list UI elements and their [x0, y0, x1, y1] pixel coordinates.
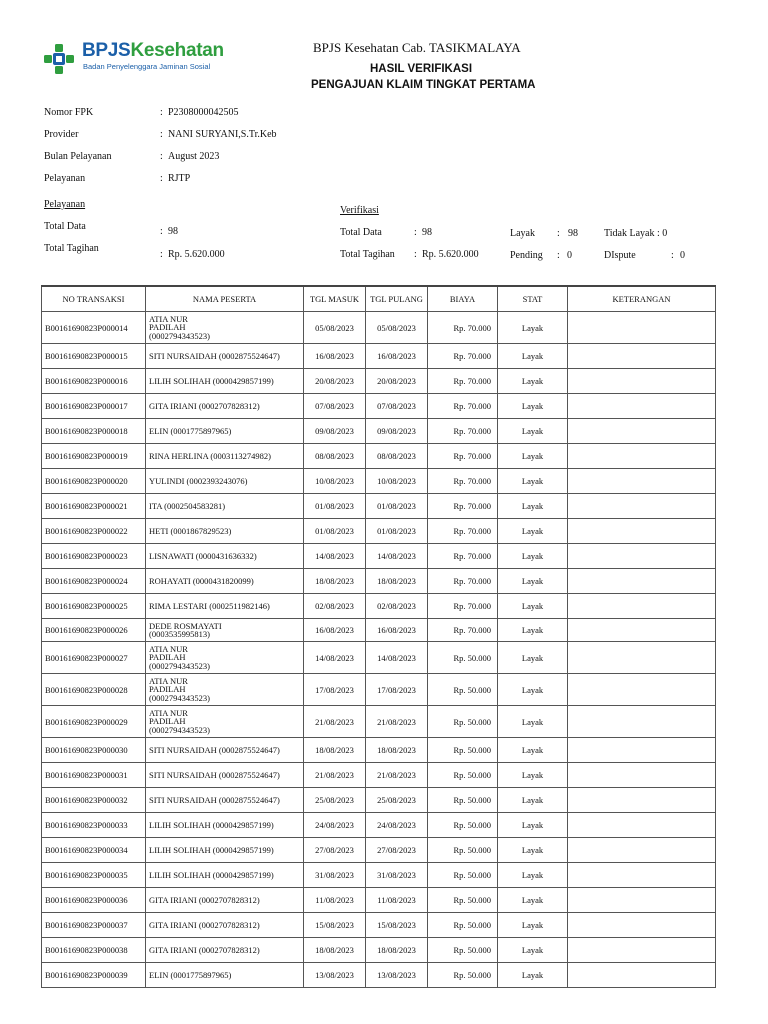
nama-peserta-cell: ROHAYATI (0000431820099) — [146, 569, 304, 594]
stat-cell: Layak — [498, 913, 568, 938]
no-transaksi-cell: B00161690823P000019 — [42, 444, 146, 469]
table-row — [42, 394, 716, 419]
stat-cell: Layak — [498, 938, 568, 963]
nomor-fpk-value: P2308000042505 — [168, 107, 239, 118]
biaya-cell: Rp. 50.000 — [428, 813, 498, 838]
table-row — [42, 813, 716, 838]
no-transaksi-cell: B00161690823P000039 — [42, 963, 146, 988]
info-colon: : — [160, 107, 163, 118]
keterangan-cell — [568, 863, 716, 888]
table-row — [42, 888, 716, 913]
document-subtitle: PENGAJUAN KLAIM TINGKAT PERTAMA — [311, 79, 536, 91]
table-row — [42, 913, 716, 938]
verifikasi-total-tagihan-label: Total Tagihan — [340, 249, 395, 260]
stat-cell: Layak — [498, 312, 568, 344]
nama-peserta-cell: ATIA NUR PADILAH (0002794343523) — [146, 706, 304, 738]
verifikasi-total-data-value: 98 — [422, 227, 432, 238]
info-colon: : — [414, 227, 417, 238]
keterangan-cell — [568, 788, 716, 813]
tgl-pulang-cell: 18/08/2023 — [366, 738, 428, 763]
table-row — [42, 763, 716, 788]
pelayanan-heading: Pelayanan — [44, 199, 86, 210]
tgl-pulang-cell: 09/08/2023 — [366, 419, 428, 444]
no-transaksi-cell: B00161690823P000032 — [42, 788, 146, 813]
tgl-pulang-cell: 16/08/2023 — [366, 619, 428, 642]
tgl-pulang-cell: 15/08/2023 — [366, 913, 428, 938]
tgl-masuk-cell: 10/08/2023 — [304, 469, 366, 494]
no-transaksi-cell: B00161690823P000020 — [42, 469, 146, 494]
table-row — [42, 938, 716, 963]
tgl-masuk-cell: 14/08/2023 — [304, 544, 366, 569]
biaya-cell: Rp. 70.000 — [428, 519, 498, 544]
table-row — [42, 706, 716, 738]
keterangan-cell — [568, 674, 716, 706]
header-biaya: BIAYA — [428, 286, 498, 312]
tgl-masuk-cell: 18/08/2023 — [304, 738, 366, 763]
info-colon: : — [671, 250, 674, 261]
stat-cell: Layak — [498, 444, 568, 469]
nama-peserta-cell: DEDE ROSMAYATI (0003535995813) — [146, 619, 304, 642]
bpjs-logo — [42, 40, 224, 74]
nama-peserta-cell: SITI NURSAIDAH (0002875524647) — [146, 788, 304, 813]
nama-peserta-cell: ATIA NUR PADILAH (0002794343523) — [146, 312, 304, 344]
pelayanan-label: Pelayanan — [44, 173, 86, 184]
nama-peserta-cell: LILIH SOLIHAH (0000429857199) — [146, 813, 304, 838]
table-header-row — [42, 286, 716, 312]
no-transaksi-cell: B00161690823P000034 — [42, 838, 146, 863]
tgl-pulang-cell: 31/08/2023 — [366, 863, 428, 888]
keterangan-cell — [568, 963, 716, 988]
biaya-cell: Rp. 70.000 — [428, 544, 498, 569]
nama-peserta-cell: RIMA LESTARI (0002511982146) — [146, 594, 304, 619]
bulan-pelayanan-label: Bulan Pelayanan — [44, 151, 112, 162]
stat-cell: Layak — [498, 569, 568, 594]
nama-peserta-cell: SITI NURSAIDAH (0002875524647) — [146, 738, 304, 763]
no-transaksi-cell: B00161690823P000018 — [42, 419, 146, 444]
stat-cell: Layak — [498, 594, 568, 619]
keterangan-cell — [568, 344, 716, 369]
tgl-masuk-cell: 13/08/2023 — [304, 963, 366, 988]
biaya-cell: Rp. 50.000 — [428, 706, 498, 738]
table-row — [42, 444, 716, 469]
table-row — [42, 674, 716, 706]
nama-peserta-cell: LISNAWATI (0000431636332) — [146, 544, 304, 569]
nama-peserta-cell: SITI NURSAIDAH (0002875524647) — [146, 344, 304, 369]
dispute-label: DIspute — [604, 250, 636, 261]
header-nama-peserta: NAMA PESERTA — [146, 286, 304, 312]
biaya-cell: Rp. 50.000 — [428, 838, 498, 863]
tgl-masuk-cell: 07/08/2023 — [304, 394, 366, 419]
tgl-masuk-cell: 08/08/2023 — [304, 444, 366, 469]
biaya-cell: Rp. 50.000 — [428, 963, 498, 988]
tgl-pulang-cell: 18/08/2023 — [366, 938, 428, 963]
stat-cell: Layak — [498, 469, 568, 494]
keterangan-cell — [568, 938, 716, 963]
stat-cell: Layak — [498, 838, 568, 863]
tgl-masuk-cell: 25/08/2023 — [304, 788, 366, 813]
table-row — [42, 544, 716, 569]
nama-peserta-cell: GITA IRIANI (0002707828312) — [146, 394, 304, 419]
no-transaksi-cell: B00161690823P000028 — [42, 674, 146, 706]
biaya-cell: Rp. 70.000 — [428, 494, 498, 519]
nama-peserta-cell: ELIN (0001775897965) — [146, 963, 304, 988]
tgl-masuk-cell: 21/08/2023 — [304, 763, 366, 788]
provider-label: Provider — [44, 129, 79, 140]
nama-peserta-cell: LILIH SOLIHAH (0000429857199) — [146, 863, 304, 888]
tgl-pulang-cell: 21/08/2023 — [366, 763, 428, 788]
pending-value: 0 — [567, 250, 572, 261]
tgl-masuk-cell: 05/08/2023 — [304, 312, 366, 344]
tgl-masuk-cell: 15/08/2023 — [304, 913, 366, 938]
tgl-pulang-cell: 25/08/2023 — [366, 788, 428, 813]
keterangan-cell — [568, 642, 716, 674]
keterangan-cell — [568, 519, 716, 544]
stat-cell: Layak — [498, 419, 568, 444]
tgl-masuk-cell: 01/08/2023 — [304, 519, 366, 544]
biaya-cell: Rp. 70.000 — [428, 419, 498, 444]
info-colon: : — [160, 129, 163, 140]
bulan-pelayanan-value: August 2023 — [168, 151, 220, 162]
nama-peserta-cell: HETI (0001867829523) — [146, 519, 304, 544]
table-row — [42, 469, 716, 494]
tgl-pulang-cell: 27/08/2023 — [366, 838, 428, 863]
table-row — [42, 494, 716, 519]
layak-label: Layak — [510, 228, 535, 239]
table-row — [42, 619, 716, 642]
tgl-masuk-cell: 09/08/2023 — [304, 419, 366, 444]
stat-cell: Layak — [498, 674, 568, 706]
keterangan-cell — [568, 544, 716, 569]
tgl-pulang-cell: 08/08/2023 — [366, 444, 428, 469]
no-transaksi-cell: B00161690823P000023 — [42, 544, 146, 569]
total-tagihan-label: Total Tagihan — [44, 243, 99, 254]
info-colon: : — [414, 249, 417, 260]
tgl-masuk-cell: 01/08/2023 — [304, 494, 366, 519]
stat-cell: Layak — [498, 888, 568, 913]
keterangan-cell — [568, 394, 716, 419]
info-colon: : — [557, 228, 560, 239]
info-colon: : — [160, 226, 163, 237]
biaya-cell: Rp. 70.000 — [428, 344, 498, 369]
stat-cell: Layak — [498, 813, 568, 838]
tidak-layak-label: Tidak Layak : 0 — [604, 228, 668, 239]
stat-cell: Layak — [498, 344, 568, 369]
keterangan-cell — [568, 763, 716, 788]
biaya-cell: Rp. 70.000 — [428, 594, 498, 619]
nama-peserta-cell: LILIH SOLIHAH (0000429857199) — [146, 838, 304, 863]
tgl-masuk-cell: 18/08/2023 — [304, 569, 366, 594]
keterangan-cell — [568, 444, 716, 469]
nomor-fpk-label: Nomor FPK — [44, 107, 94, 118]
tgl-pulang-cell: 01/08/2023 — [366, 494, 428, 519]
nama-peserta-cell: LILIH SOLIHAH (0000429857199) — [146, 369, 304, 394]
nama-peserta-cell: ATIA NUR PADILAH (0002794343523) — [146, 674, 304, 706]
biaya-cell: Rp. 50.000 — [428, 913, 498, 938]
keterangan-cell — [568, 913, 716, 938]
branch-office: BPJS Kesehatan Cab. TASIKMALAYA — [313, 40, 521, 55]
no-transaksi-cell: B00161690823P000035 — [42, 863, 146, 888]
tgl-pulang-cell: 01/08/2023 — [366, 519, 428, 544]
tgl-pulang-cell: 21/08/2023 — [366, 706, 428, 738]
table-row — [42, 369, 716, 394]
total-data-value: 98 — [168, 226, 178, 237]
header-keterangan: KETERANGAN — [568, 286, 716, 312]
stat-cell: Layak — [498, 642, 568, 674]
table-row — [42, 344, 716, 369]
provider-value: NANI SURYANI,S.Tr.Keb — [168, 129, 277, 140]
no-transaksi-cell: B00161690823P000031 — [42, 763, 146, 788]
table-row — [42, 788, 716, 813]
biaya-cell: Rp. 50.000 — [428, 888, 498, 913]
stat-cell: Layak — [498, 788, 568, 813]
tgl-pulang-cell: 14/08/2023 — [366, 642, 428, 674]
verifikasi-heading: Verifikasi — [340, 205, 379, 216]
info-colon: : — [160, 151, 163, 162]
verifikasi-total-tagihan-value: Rp. 5.620.000 — [422, 249, 479, 260]
keterangan-cell — [568, 738, 716, 763]
biaya-cell: Rp. 70.000 — [428, 569, 498, 594]
stat-cell: Layak — [498, 369, 568, 394]
nama-peserta-cell: ATIA NUR PADILAH (0002794343523) — [146, 642, 304, 674]
tgl-pulang-cell: 14/08/2023 — [366, 544, 428, 569]
tgl-pulang-cell: 10/08/2023 — [366, 469, 428, 494]
bpjs-emblem-icon — [42, 42, 76, 76]
table-row — [42, 838, 716, 863]
info-colon: : — [160, 249, 163, 260]
nama-peserta-cell: GITA IRIANI (0002707828312) — [146, 888, 304, 913]
keterangan-cell — [568, 494, 716, 519]
header-stat: STAT — [498, 286, 568, 312]
info-colon: : — [557, 250, 560, 261]
keterangan-cell — [568, 594, 716, 619]
no-transaksi-cell: B00161690823P000025 — [42, 594, 146, 619]
keterangan-cell — [568, 569, 716, 594]
no-transaksi-cell: B00161690823P000036 — [42, 888, 146, 913]
biaya-cell: Rp. 50.000 — [428, 738, 498, 763]
claims-table — [41, 285, 716, 988]
layak-value: 98 — [568, 228, 578, 239]
table-row — [42, 738, 716, 763]
no-transaksi-cell: B00161690823P000014 — [42, 312, 146, 344]
nama-peserta-cell: GITA IRIANI (0002707828312) — [146, 938, 304, 963]
stat-cell: Layak — [498, 519, 568, 544]
keterangan-cell — [568, 888, 716, 913]
stat-cell: Layak — [498, 619, 568, 642]
logo-wordmark: BPJSKesehatan — [82, 40, 224, 61]
stat-cell: Layak — [498, 738, 568, 763]
nama-peserta-cell: ELIN (0001775897965) — [146, 419, 304, 444]
keterangan-cell — [568, 706, 716, 738]
tgl-masuk-cell: 31/08/2023 — [304, 863, 366, 888]
tgl-pulang-cell: 13/08/2023 — [366, 963, 428, 988]
claims-table-body — [42, 312, 716, 988]
info-colon: : — [160, 173, 163, 184]
tgl-pulang-cell: 02/08/2023 — [366, 594, 428, 619]
biaya-cell: Rp. 50.000 — [428, 642, 498, 674]
keterangan-cell — [568, 619, 716, 642]
table-row — [42, 519, 716, 544]
no-transaksi-cell: B00161690823P000017 — [42, 394, 146, 419]
biaya-cell: Rp. 70.000 — [428, 394, 498, 419]
total-tagihan-value: Rp. 5.620.000 — [168, 249, 225, 260]
table-row — [42, 963, 716, 988]
no-transaksi-cell: B00161690823P000016 — [42, 369, 146, 394]
tgl-masuk-cell: 27/08/2023 — [304, 838, 366, 863]
tgl-masuk-cell: 02/08/2023 — [304, 594, 366, 619]
table-row — [42, 594, 716, 619]
nama-peserta-cell: SITI NURSAIDAH (0002875524647) — [146, 763, 304, 788]
no-transaksi-cell: B00161690823P000037 — [42, 913, 146, 938]
header-tgl-pulang: TGL PULANG — [366, 286, 428, 312]
tgl-masuk-cell: 20/08/2023 — [304, 369, 366, 394]
biaya-cell: Rp. 70.000 — [428, 312, 498, 344]
no-transaksi-cell: B00161690823P000026 — [42, 619, 146, 642]
tgl-masuk-cell: 16/08/2023 — [304, 344, 366, 369]
tgl-masuk-cell: 14/08/2023 — [304, 642, 366, 674]
no-transaksi-cell: B00161690823P000024 — [42, 569, 146, 594]
keterangan-cell — [568, 469, 716, 494]
tgl-pulang-cell: 11/08/2023 — [366, 888, 428, 913]
table-row — [42, 312, 716, 344]
no-transaksi-cell: B00161690823P000038 — [42, 938, 146, 963]
dispute-value: 0 — [680, 250, 685, 261]
biaya-cell: Rp. 70.000 — [428, 369, 498, 394]
tgl-pulang-cell: 24/08/2023 — [366, 813, 428, 838]
document-title: HASIL VERIFIKASI — [370, 63, 473, 75]
stat-cell: Layak — [498, 706, 568, 738]
tgl-pulang-cell: 17/08/2023 — [366, 674, 428, 706]
logo-tagline: Badan Penyelenggara Jaminan Sosial — [83, 62, 211, 71]
stat-cell: Layak — [498, 863, 568, 888]
tgl-masuk-cell: 18/08/2023 — [304, 938, 366, 963]
no-transaksi-cell: B00161690823P000030 — [42, 738, 146, 763]
biaya-cell: Rp. 50.000 — [428, 863, 498, 888]
table-row — [42, 419, 716, 444]
no-transaksi-cell: B00161690823P000029 — [42, 706, 146, 738]
no-transaksi-cell: B00161690823P000033 — [42, 813, 146, 838]
keterangan-cell — [568, 813, 716, 838]
tgl-masuk-cell: 11/08/2023 — [304, 888, 366, 913]
stat-cell: Layak — [498, 494, 568, 519]
tgl-pulang-cell: 18/08/2023 — [366, 569, 428, 594]
stat-cell: Layak — [498, 394, 568, 419]
nama-peserta-cell: YULINDI (0002393243076) — [146, 469, 304, 494]
tgl-pulang-cell: 05/08/2023 — [366, 312, 428, 344]
keterangan-cell — [568, 838, 716, 863]
no-transaksi-cell: B00161690823P000022 — [42, 519, 146, 544]
pending-label: Pending — [510, 250, 543, 261]
nama-peserta-cell: ITA (0002504583281) — [146, 494, 304, 519]
verifikasi-total-data-label: Total Data — [340, 227, 382, 238]
table-row — [42, 642, 716, 674]
tgl-masuk-cell: 21/08/2023 — [304, 706, 366, 738]
tgl-pulang-cell: 16/08/2023 — [366, 344, 428, 369]
stat-cell: Layak — [498, 763, 568, 788]
biaya-cell: Rp. 50.000 — [428, 938, 498, 963]
pelayanan-value: RJTP — [168, 173, 191, 184]
biaya-cell: Rp. 70.000 — [428, 469, 498, 494]
biaya-cell: Rp. 50.000 — [428, 788, 498, 813]
header-tgl-masuk: TGL MASUK — [304, 286, 366, 312]
tgl-masuk-cell: 16/08/2023 — [304, 619, 366, 642]
tgl-pulang-cell: 20/08/2023 — [366, 369, 428, 394]
total-data-label: Total Data — [44, 221, 86, 232]
stat-cell: Layak — [498, 544, 568, 569]
nama-peserta-cell: GITA IRIANI (0002707828312) — [146, 913, 304, 938]
nama-peserta-cell: RINA HERLINA (0003113274982) — [146, 444, 304, 469]
biaya-cell: Rp. 70.000 — [428, 619, 498, 642]
keterangan-cell — [568, 369, 716, 394]
no-transaksi-cell: B00161690823P000021 — [42, 494, 146, 519]
tgl-pulang-cell: 07/08/2023 — [366, 394, 428, 419]
keterangan-cell — [568, 312, 716, 344]
table-row — [42, 863, 716, 888]
table-row — [42, 569, 716, 594]
no-transaksi-cell: B00161690823P000015 — [42, 344, 146, 369]
tgl-masuk-cell: 17/08/2023 — [304, 674, 366, 706]
no-transaksi-cell: B00161690823P000027 — [42, 642, 146, 674]
biaya-cell: Rp. 70.000 — [428, 444, 498, 469]
tgl-masuk-cell: 24/08/2023 — [304, 813, 366, 838]
biaya-cell: Rp. 50.000 — [428, 674, 498, 706]
biaya-cell: Rp. 50.000 — [428, 763, 498, 788]
stat-cell: Layak — [498, 963, 568, 988]
header-no-transaksi: NO TRANSAKSI — [42, 286, 146, 312]
keterangan-cell — [568, 419, 716, 444]
